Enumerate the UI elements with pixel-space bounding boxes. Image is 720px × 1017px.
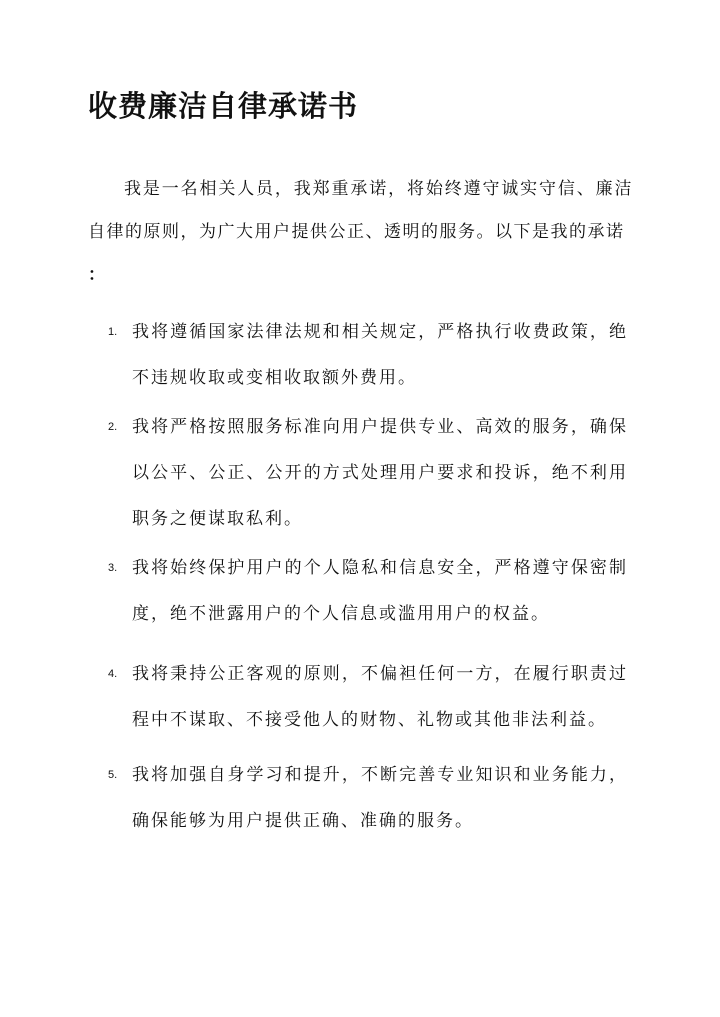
document-title: 收费廉洁自律承诺书: [88, 89, 359, 123]
item-number: 1.: [108, 326, 118, 338]
item-text: 我将加强自身学习和提升，不断完善专业知识和业务能力，确保能够为用户提供正确、准确的服务。: [132, 765, 628, 831]
item-number: 4.: [108, 668, 118, 680]
item-number: 3.: [108, 562, 118, 574]
item-number: 2.: [108, 421, 118, 433]
item-text: 我将秉持公正客观的原则，不偏袒任何一方，在履行职责过程中不谋取、不接受他人的财物、礼物或其他非法利益。: [132, 664, 628, 730]
item-text: 我将严格按照服务标准向用户提供专业、高效的服务，确保以公平、公正、公开的方式处理用户要求和投诉，绝不利用职务之便谋取私利。: [132, 417, 628, 529]
intro-paragraph: 我是一名相关人员，我郑重承诺，将始终遵守诚实守信、廉洁自律的原则，为广大用户提供公正、透明的服务。以下是我的承诺: [88, 179, 633, 242]
intro-colon: ：: [88, 265, 105, 285]
item-number: 5.: [108, 769, 118, 781]
item-text: 我将遵循国家法律法规和相关规定，严格执行收费政策，绝不违规收取或变相收取额外费用。: [132, 322, 628, 388]
item-text: 我将始终保护用户的个人隐私和信息安全，严格遵守保密制度，绝不泄露用户的个人信息或滥用用户的权益。: [132, 558, 628, 624]
